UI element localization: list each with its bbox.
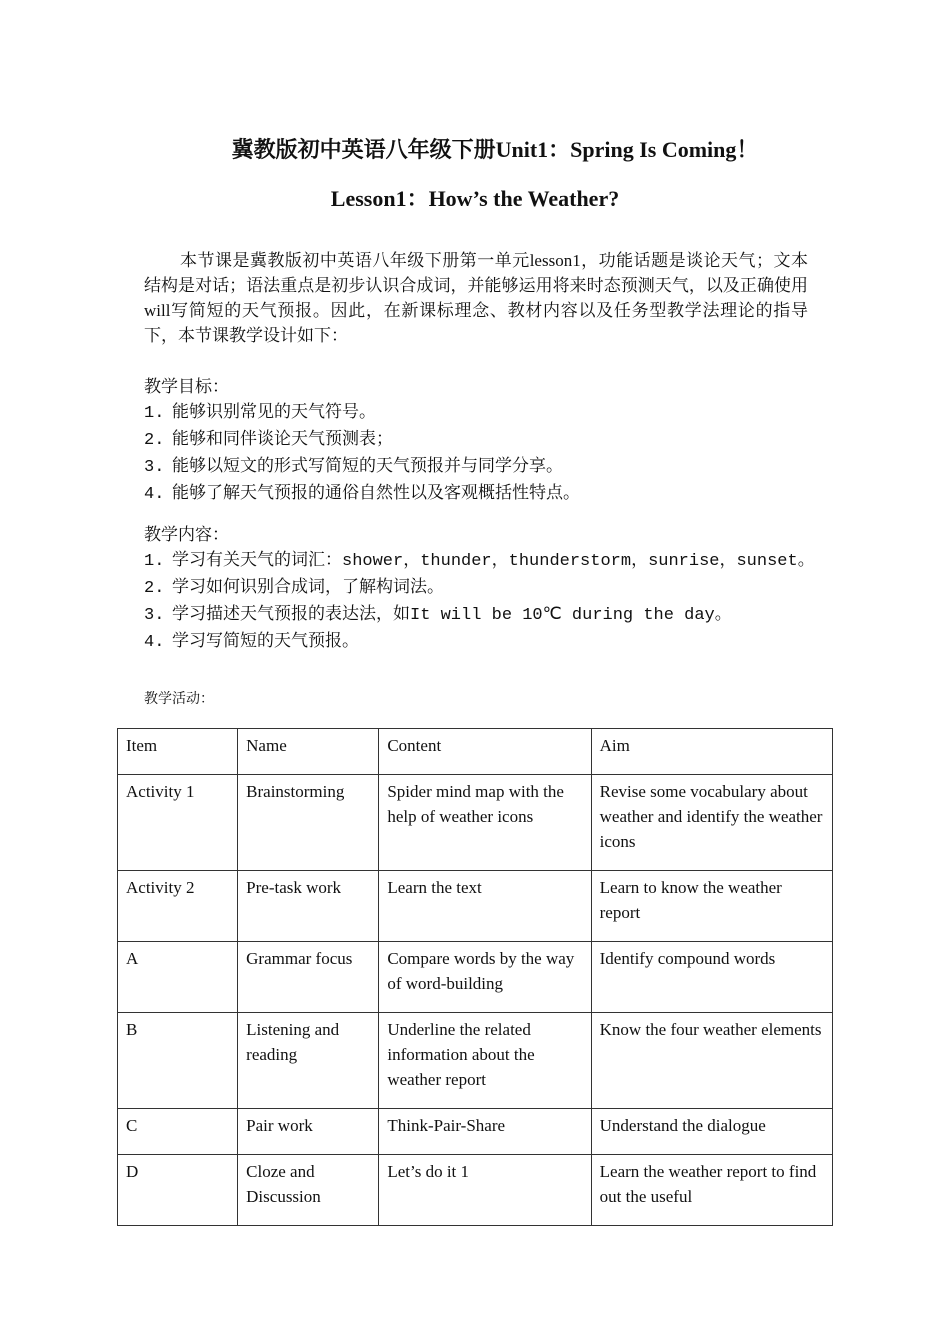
table-cell: Underline the related information about the weather report	[379, 1013, 591, 1109]
teaching-goals-heading: 教学目标：	[144, 377, 229, 396]
teaching-content-heading: 教学内容：	[144, 525, 229, 544]
table-row	[118, 942, 833, 1013]
table-cell: Activity 1	[118, 775, 238, 871]
activities-table	[117, 728, 833, 1226]
column-header-item: Item	[118, 729, 238, 775]
table-cell: Grammar focus	[238, 942, 379, 1013]
teaching-activities-heading: 教学活动：	[144, 692, 214, 707]
table-row	[118, 1155, 833, 1226]
table-row	[118, 1109, 833, 1155]
table-cell: Revise some vocabulary about weather and identify the weather icons	[591, 775, 832, 871]
table-cell: Learn to know the weather report	[591, 871, 832, 942]
table-cell: Pre-task work	[238, 871, 379, 942]
table-cell: D	[118, 1155, 238, 1226]
lesson-title: Lesson1：How’s the Weather?	[330, 186, 620, 211]
table-cell: C	[118, 1109, 238, 1155]
table-cell: Spider mind map with the help of weather icons	[379, 775, 591, 871]
list-item: 2. 学习如何识别合成词，了解构词法。	[144, 577, 444, 598]
table-cell: B	[118, 1013, 238, 1109]
teaching-goals-list	[144, 399, 824, 507]
column-header-content: Content	[379, 729, 591, 775]
table-header-row	[118, 729, 833, 775]
table-cell: Learn the weather report to find out the useful	[591, 1155, 832, 1226]
teaching-goals-section	[144, 374, 824, 507]
column-header-aim: Aim	[591, 729, 832, 775]
table-cell: Know the four weather elements	[591, 1013, 832, 1109]
table-cell: Listening and reading	[238, 1013, 379, 1109]
table-row	[118, 871, 833, 942]
list-item: 4. 能够了解天气预报的通俗自然性以及客观概括性特点。	[144, 483, 580, 504]
table-row	[118, 1013, 833, 1109]
list-item: 2. 能够和同伴谈论天气预测表；	[144, 429, 393, 450]
table-cell: Understand the dialogue	[591, 1109, 832, 1155]
table-cell: A	[118, 942, 238, 1013]
table-cell: Identify compound words	[591, 942, 832, 1013]
table-cell: Activity 2	[118, 871, 238, 942]
table-cell: Think-Pair-Share	[379, 1109, 591, 1155]
list-item: 1. 学习有关天气的词汇：shower，thunder，thunderstorm，sunrise，sunset。	[144, 550, 815, 571]
list-item: 4. 学习写简短的天气预报。	[144, 631, 359, 652]
table-cell: Cloze and Discussion	[238, 1155, 379, 1226]
list-item: 1. 能够识别常见的天气符号。	[144, 402, 376, 423]
teaching-content-section	[144, 522, 824, 655]
document-title: 冀教版初中英语八年级下册Unit1：Spring Is Coming！	[231, 137, 759, 162]
teaching-content-list	[144, 547, 824, 655]
table-cell: Learn the text	[379, 871, 591, 942]
table-cell: Brainstorming	[238, 775, 379, 871]
table-cell: Compare words by the way of word-building	[379, 942, 591, 1013]
table-cell: Let’s do it 1	[379, 1155, 591, 1226]
table-cell: Pair work	[238, 1109, 379, 1155]
list-item: 3. 能够以短文的形式写简短的天气预报并与同学分享。	[144, 456, 563, 477]
table-row	[118, 775, 833, 871]
column-header-name: Name	[238, 729, 379, 775]
list-item: 3. 学习描述天气预报的表达法，如It will be 10℃ during the day。	[144, 604, 732, 625]
intro-paragraph: 本节课是冀教版初中英语八年级下册第一单元lesson1，功能话题是谈论天气；文本结构是对话；语法重点是初步认识合成词，并能够运用将来时态预测天气，以及正确使用will写简短的天气预报。因此，在新课标理念、教材内容以及任务型教学法理论的指导下，本节课教学设计如下：	[144, 251, 808, 345]
